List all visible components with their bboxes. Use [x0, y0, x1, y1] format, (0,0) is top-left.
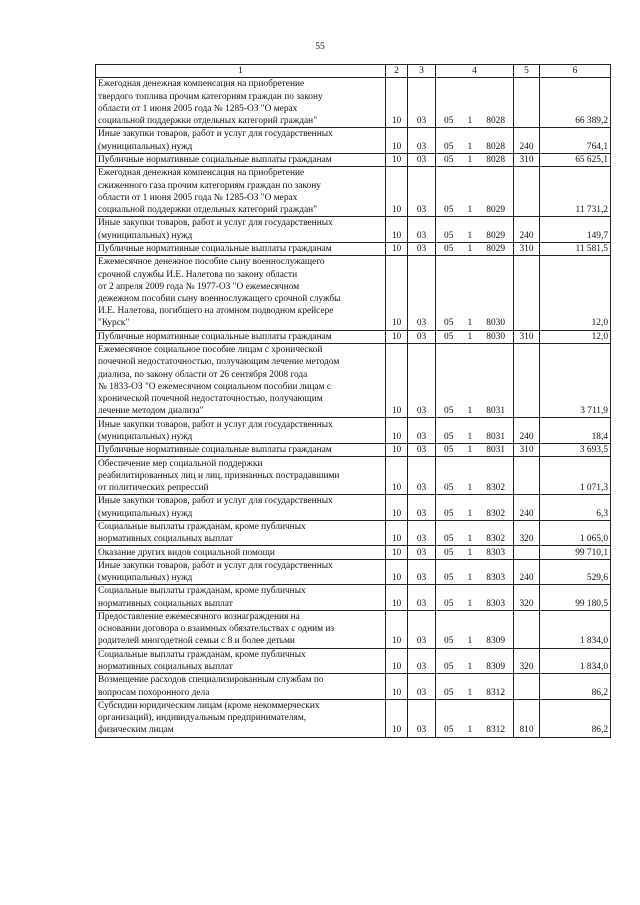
row-target-cell [436, 585, 514, 611]
row-name-text: Возмещение расходов специализированным службам по вопросам похоронного дела [98, 675, 324, 698]
row-target-part-3: 8029 [486, 230, 505, 241]
header-row [96, 65, 611, 78]
table-row [96, 78, 611, 128]
row-sum-cell: 529,6 [540, 559, 611, 585]
row-target-part-3: 8028 [486, 116, 505, 126]
row-kind-cell [514, 674, 540, 700]
table-row [96, 418, 611, 444]
row-target-part-2: 1 [467, 687, 473, 698]
row-target-part-1: 05 [444, 230, 454, 241]
row-kind-cell [514, 167, 540, 217]
row-target-part-3: 8031 [486, 406, 505, 417]
row-target-part-1: 05 [444, 573, 454, 584]
row-name-cell [96, 343, 386, 417]
row-kind-cell [514, 546, 540, 559]
row-subsection-cell: 03 [408, 520, 436, 546]
row-subsection-cell: 03 [408, 443, 436, 456]
row-kind-cell [514, 78, 540, 128]
table-row [96, 242, 611, 255]
row-target-part-3: 8312 [486, 725, 505, 736]
header-cell-subsection: 3 [408, 65, 436, 78]
row-sum-cell: 99 180,5 [540, 585, 611, 611]
row-target-part-1: 05 [444, 445, 454, 456]
row-name-text: Публичные нормативные социальные выплаты гражданам [98, 331, 332, 342]
row-name-text: Предоставление ежемесячного вознаграждения на основании договора о взаимных обязательствах с одним из родителей многодетной семьи с 8 и более детьми [98, 612, 335, 647]
row-sum-cell: 1 071,3 [540, 457, 611, 495]
row-name-text: Ежемесячное социальное пособие лицам с хронической почечной недостаточностью, получающим лечение методом диализа, по закону области от 26 сентября 2008 года № 1833-ОЗ "О ежемесячном социальном пособии лицам с хронической почечной недостаточностью, получающим лечение методом диализа" [98, 345, 340, 417]
row-section-cell: 10 [386, 559, 408, 585]
row-name-text: Ежемесячное денежное пособие сыну военнослужащего срочной службы И.Е. Налетова по закону области от 2 апреля 2009 года № 1977-ОЗ "О ежемесячном дежежном пособии сыну военнослужащего срочной службы И.Е. Налетова, погибшего на атомном подводном крейсере "Курск" [98, 257, 341, 329]
row-target-part-3: 8309 [486, 662, 505, 673]
row-target-cell [436, 153, 514, 166]
row-target-part-2: 1 [467, 204, 473, 215]
row-section-cell: 10 [386, 457, 408, 495]
row-target-part-3: 8303 [486, 547, 505, 558]
row-kind-cell: 310 [514, 443, 540, 456]
table-row [96, 153, 611, 166]
row-subsection-cell: 03 [408, 495, 436, 521]
row-section-cell: 10 [386, 256, 408, 330]
row-target-part-1: 05 [444, 204, 454, 215]
row-target-cell [436, 242, 514, 255]
table-row [96, 520, 611, 546]
row-sum-cell: 86,2 [540, 674, 611, 700]
row-kind-cell: 320 [514, 648, 540, 674]
table-row [96, 495, 611, 521]
row-target-part-1: 05 [444, 141, 454, 152]
table-row [96, 546, 611, 559]
row-target-part-3: 8028 [486, 141, 505, 152]
table-row [96, 585, 611, 611]
row-section-cell: 10 [386, 648, 408, 674]
header-cell-name: 1 [96, 65, 386, 78]
row-target-cell [436, 343, 514, 417]
row-name-cell [96, 128, 386, 154]
row-target-part-1: 05 [444, 116, 454, 126]
row-target-part-1: 05 [444, 662, 454, 673]
row-target-cell [436, 217, 514, 243]
header-cell-target: 4 [436, 65, 514, 78]
row-section-cell: 10 [386, 443, 408, 456]
row-name-text: Социальные выплаты гражданам, кроме публичных нормативных социальных выплат [98, 586, 306, 609]
table-row [96, 699, 611, 737]
row-target-cell [436, 559, 514, 585]
row-name-cell [96, 457, 386, 495]
row-name-cell [96, 78, 386, 128]
row-subsection-cell: 03 [408, 217, 436, 243]
row-target-part-2: 1 [467, 636, 473, 647]
row-name-cell [96, 610, 386, 648]
row-target-cell [436, 167, 514, 217]
row-target-part-2: 1 [467, 547, 473, 558]
row-name-text: Публичные нормативные социальные выплаты гражданам [98, 154, 332, 165]
row-target-part-1: 05 [444, 547, 454, 558]
row-section-cell: 10 [386, 330, 408, 343]
row-target-part-2: 1 [467, 154, 473, 165]
row-name-cell [96, 256, 386, 330]
row-section-cell: 10 [386, 78, 408, 128]
header-cell-section: 2 [386, 65, 408, 78]
row-section-cell: 10 [386, 343, 408, 417]
row-target-part-2: 1 [467, 331, 473, 342]
row-name-cell [96, 699, 386, 737]
row-target-cell [436, 330, 514, 343]
row-name-cell [96, 330, 386, 343]
row-target-part-1: 05 [444, 508, 454, 519]
row-target-cell [436, 128, 514, 154]
row-name-cell [96, 153, 386, 166]
row-name-cell [96, 559, 386, 585]
table-row [96, 674, 611, 700]
row-sum-cell: 12,0 [540, 256, 611, 330]
row-section-cell: 10 [386, 217, 408, 243]
table-row [96, 559, 611, 585]
row-kind-cell: 810 [514, 699, 540, 737]
row-target-cell [436, 495, 514, 521]
row-target-part-3: 8029 [486, 204, 505, 215]
row-kind-cell: 240 [514, 128, 540, 154]
table-row [96, 343, 611, 417]
table-row [96, 457, 611, 495]
row-sum-cell: 11 581,5 [540, 242, 611, 255]
table-row [96, 128, 611, 154]
row-target-part-2: 1 [467, 141, 473, 152]
row-kind-cell [514, 457, 540, 495]
row-target-cell [436, 520, 514, 546]
row-kind-cell: 240 [514, 559, 540, 585]
row-kind-cell: 310 [514, 330, 540, 343]
row-target-part-1: 05 [444, 598, 454, 609]
row-target-part-3: 8031 [486, 445, 505, 456]
row-sum-cell: 1 834,0 [540, 610, 611, 648]
row-name-cell [96, 217, 386, 243]
row-kind-cell: 240 [514, 495, 540, 521]
row-target-part-3: 8029 [486, 243, 505, 254]
row-name-cell [96, 674, 386, 700]
row-target-part-3: 8303 [486, 598, 505, 609]
row-target-cell [436, 610, 514, 648]
row-sum-cell: 12,0 [540, 330, 611, 343]
row-name-text: Иные закупки товаров, работ и услуг для государственных (муниципальных) нужд [98, 496, 333, 519]
budget-table [95, 64, 611, 738]
row-target-part-3: 8312 [486, 687, 505, 698]
row-kind-cell: 310 [514, 153, 540, 166]
table-body [96, 78, 611, 737]
row-name-text: Социальные выплаты гражданам, кроме публичных нормативных социальных выплат [98, 649, 306, 673]
table-row [96, 648, 611, 674]
row-subsection-cell: 03 [408, 167, 436, 217]
row-subsection-cell: 03 [408, 330, 436, 343]
row-section-cell: 10 [386, 242, 408, 255]
row-target-part-1: 05 [444, 154, 454, 165]
row-subsection-cell: 03 [408, 343, 436, 417]
row-sum-cell: 3 711,9 [540, 343, 611, 417]
row-name-text: Иные закупки товаров, работ и услуг для государственных (муниципальных) нужд [98, 218, 333, 241]
row-name-text: Иные закупки товаров, работ и услуг для государственных (муниципальных) нужд [98, 560, 333, 584]
row-name-cell [96, 585, 386, 611]
row-sum-cell: 149,7 [540, 217, 611, 243]
row-subsection-cell: 03 [408, 242, 436, 255]
row-target-part-1: 05 [444, 534, 454, 545]
row-target-cell [436, 256, 514, 330]
row-subsection-cell: 03 [408, 585, 436, 611]
row-kind-cell: 240 [514, 418, 540, 444]
row-target-part-2: 1 [467, 482, 473, 493]
table-row [96, 443, 611, 456]
row-name-cell [96, 242, 386, 255]
row-target-part-2: 1 [467, 662, 473, 673]
row-name-text: Публичные нормативные социальные выплаты гражданам [98, 445, 332, 456]
row-target-part-1: 05 [444, 318, 454, 329]
row-subsection-cell: 03 [408, 153, 436, 166]
header-cell-kind: 5 [514, 65, 540, 78]
row-target-part-2: 1 [467, 243, 473, 254]
row-target-part-3: 8302 [486, 482, 505, 493]
row-subsection-cell: 03 [408, 256, 436, 330]
row-name-text: Обеспечение мер социальной поддержки реабилитированных лиц и лиц, признанных пострадавшими от политических репрессий [98, 458, 340, 493]
row-name-text: Ежегодная денежная компенсация на приобретение сжиженного газа прочим категориям граждан по закону области от 1 июня 2005 года № 1285-ОЗ "О мерах социальной поддержки отдельных категорий граждан" [98, 168, 321, 215]
table-row [96, 167, 611, 217]
row-name-cell [96, 648, 386, 674]
row-target-part-2: 1 [467, 573, 473, 584]
row-target-part-2: 1 [467, 445, 473, 456]
row-target-part-2: 1 [467, 318, 473, 329]
row-kind-cell [514, 610, 540, 648]
row-target-cell [436, 699, 514, 737]
row-name-text: Социальные выплаты гражданам, кроме публичных нормативных социальных выплат [98, 521, 306, 545]
row-sum-cell: 18,4 [540, 418, 611, 444]
row-name-text: Оказание других видов социальной помощи [98, 547, 275, 558]
row-target-cell [436, 457, 514, 495]
row-name-cell [96, 520, 386, 546]
row-target-part-1: 05 [444, 687, 454, 698]
row-name-cell [96, 546, 386, 559]
row-sum-cell: 11 731,2 [540, 167, 611, 217]
row-section-cell: 10 [386, 520, 408, 546]
row-kind-cell: 320 [514, 585, 540, 611]
row-target-part-1: 05 [444, 482, 454, 493]
row-name-text: Публичные нормативные социальные выплаты гражданам [98, 243, 332, 254]
row-name-cell [96, 443, 386, 456]
row-name-text: Иные закупки товаров, работ и услуг для государственных (муниципальных) нужд [98, 419, 333, 442]
row-subsection-cell: 03 [408, 418, 436, 444]
row-target-part-3: 8302 [486, 508, 505, 519]
row-kind-cell [514, 256, 540, 330]
row-target-part-2: 1 [467, 431, 473, 442]
row-section-cell: 10 [386, 418, 408, 444]
row-section-cell: 10 [386, 153, 408, 166]
row-subsection-cell: 03 [408, 648, 436, 674]
table-row [96, 610, 611, 648]
row-target-part-1: 05 [444, 636, 454, 647]
row-target-part-1: 05 [444, 406, 454, 417]
row-target-part-2: 1 [467, 406, 473, 417]
row-target-part-3: 8028 [486, 154, 505, 165]
row-target-part-3: 8031 [486, 431, 505, 442]
row-target-part-2: 1 [467, 725, 473, 736]
row-section-cell: 10 [386, 495, 408, 521]
row-target-part-3: 8030 [486, 331, 505, 342]
row-section-cell: 10 [386, 128, 408, 154]
row-target-part-1: 05 [444, 431, 454, 442]
row-target-cell [436, 546, 514, 559]
row-subsection-cell: 03 [408, 128, 436, 154]
row-name-cell [96, 495, 386, 521]
row-target-part-2: 1 [467, 534, 473, 545]
row-name-text: Субсидии юридическим лицам (кроме некоммерческих организаций), индивидуальным предпринимателям, физическим лицам [98, 701, 320, 736]
row-section-cell: 10 [386, 167, 408, 217]
row-subsection-cell: 03 [408, 674, 436, 700]
row-target-part-3: 8302 [486, 534, 505, 545]
row-section-cell: 10 [386, 546, 408, 559]
row-target-part-3: 8309 [486, 636, 505, 647]
row-target-cell [436, 648, 514, 674]
row-target-part-2: 1 [467, 116, 473, 126]
row-name-text: Ежегодная денежная компенсация на приобретение твердого топлива прочим категориям граждан по закону области от 1 июня 2005 года № 1285-ОЗ "О мерах социальной поддержки отдельных категорий граждан" [98, 79, 323, 126]
row-name-text: Иные закупки товаров, работ и услуг для государственных (муниципальных) нужд [98, 129, 333, 152]
row-section-cell: 10 [386, 699, 408, 737]
row-subsection-cell: 03 [408, 457, 436, 495]
row-section-cell: 10 [386, 585, 408, 611]
row-kind-cell: 240 [514, 217, 540, 243]
row-target-cell [436, 78, 514, 128]
row-kind-cell: 310 [514, 242, 540, 255]
row-target-cell [436, 418, 514, 444]
row-target-part-2: 1 [467, 598, 473, 609]
row-sum-cell: 86,2 [540, 699, 611, 737]
table-row [96, 330, 611, 343]
row-target-cell [436, 674, 514, 700]
row-kind-cell: 320 [514, 520, 540, 546]
table-row [96, 217, 611, 243]
table-row [96, 256, 611, 330]
row-subsection-cell: 03 [408, 546, 436, 559]
row-sum-cell: 764,1 [540, 128, 611, 154]
row-target-part-1: 05 [444, 243, 454, 254]
row-sum-cell: 66 389,2 [540, 78, 611, 128]
row-target-part-2: 1 [467, 230, 473, 241]
row-section-cell: 10 [386, 610, 408, 648]
row-sum-cell: 1 065,0 [540, 520, 611, 546]
row-name-cell [96, 418, 386, 444]
row-target-cell [436, 443, 514, 456]
row-subsection-cell: 03 [408, 78, 436, 128]
row-target-part-1: 05 [444, 331, 454, 342]
row-sum-cell: 3 693,5 [540, 443, 611, 456]
row-target-part-2: 1 [467, 508, 473, 519]
page-number: 55 [315, 42, 325, 52]
row-target-part-1: 05 [444, 725, 454, 736]
row-subsection-cell: 03 [408, 610, 436, 648]
row-name-cell [96, 167, 386, 217]
row-kind-cell [514, 343, 540, 417]
row-subsection-cell: 03 [408, 699, 436, 737]
header-cell-sum: 6 [540, 65, 611, 78]
row-target-part-3: 8030 [486, 318, 505, 329]
row-sum-cell: 65 625,1 [540, 153, 611, 166]
row-subsection-cell: 03 [408, 559, 436, 585]
row-sum-cell: 6,3 [540, 495, 611, 521]
row-sum-cell: 1 834,0 [540, 648, 611, 674]
row-target-part-3: 8303 [486, 573, 505, 584]
row-section-cell: 10 [386, 674, 408, 700]
row-sum-cell: 99 710,1 [540, 546, 611, 559]
